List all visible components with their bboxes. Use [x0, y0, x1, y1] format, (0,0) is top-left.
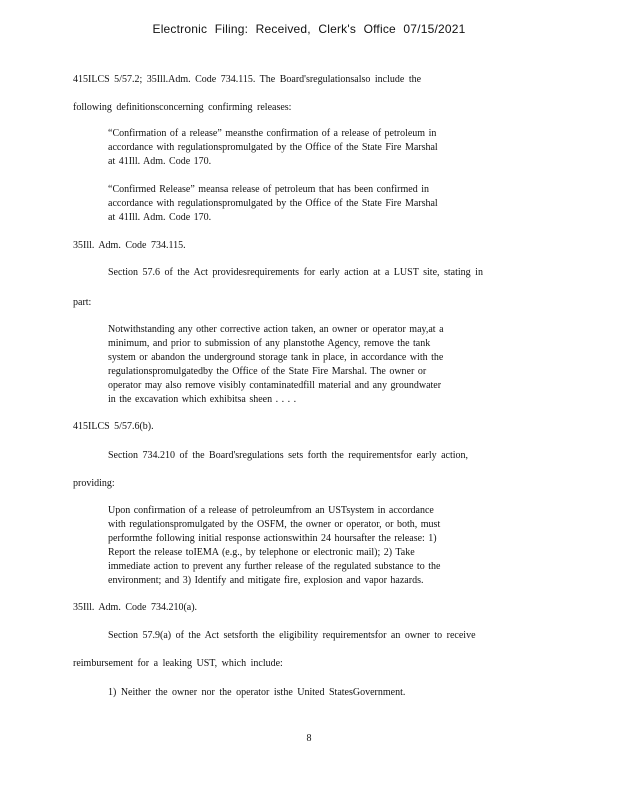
quote-line: environment; and 3) Identify and mitigate fire, explosion and vapor hazards. — [108, 575, 424, 586]
quote-line: Notwithstanding any other corrective action taken, an owner or operator may,at a — [108, 324, 444, 335]
quote-line: Report the release toIEMA (e.g., by telephone or electronic mail); 2) Take — [108, 547, 415, 558]
citation-line: 35Ill. Adm. Code 734.210(a). — [73, 602, 198, 613]
paragraph-line: providing: — [73, 478, 115, 489]
quote-line: system or abandon the underground storage tank in place, in accordance with the — [108, 352, 444, 363]
paragraph-line: Section 734.210 of the Board'sregulations sets forth the requirementsfor early action, — [108, 450, 469, 461]
quote-line: accordance with regulationspromulgated by the Office of the State Fire Marshal — [108, 142, 438, 153]
quote-line: regulationspromulgatedby the Office of the State Fire Marshal. The owner or — [108, 366, 427, 377]
quote-line: minimum, and prior to submission of any planstothe Agency, remove the tank — [108, 338, 431, 349]
page-number: 8 — [306, 733, 312, 744]
paragraph-line: 415ILCS 5/57.2; 35Ill.Adm. Code 734.115. The Board'sregulationsalso include the — [73, 74, 422, 85]
quote-line: operator may also remove visibly contaminatedfill material and any groundwater — [108, 380, 442, 391]
paragraph-line: part: — [73, 297, 92, 308]
quote-block-confirmed-release-definition — [108, 183, 508, 225]
quote-line: immediate action to prevent any further release of the regulated substance to the — [108, 561, 441, 572]
paragraph-line: Section 57.6 of the Act providesrequirements for early action at a LUST site, stating in — [108, 267, 483, 278]
quote-line: in the excavation which exhibitsa sheen . . . . — [108, 394, 297, 405]
quote-line: “Confirmation of a release” meansthe confirmation of a release of petroleum in — [108, 128, 437, 139]
citation-line: 35Ill. Adm. Code 734.115. — [73, 240, 186, 251]
quote-line: accordance with regulationspromulgated by the Office of the State Fire Marshal — [108, 198, 438, 209]
citation-line: 415ILCS 5/57.6(b). — [73, 421, 154, 432]
quote-block-confirmation-definition — [108, 127, 508, 169]
paragraph-line: following definitionsconcerning confirming releases: — [73, 102, 292, 113]
quote-block-early-action-regulation — [108, 504, 508, 588]
quote-line: at 41Ill. Adm. Code 170. — [108, 212, 212, 223]
quote-line: performthe following initial response actionswithin 24 hoursafter the release: 1) — [108, 533, 437, 544]
quote-line: Upon confirmation of a release of petroleumfrom an USTsystem in accordance — [108, 505, 434, 516]
quote-block-early-action-statute — [108, 323, 508, 407]
list-item: 1) Neither the owner nor the operator isthe United StatesGovernment. — [108, 687, 406, 698]
quote-line: “Confirmed Release” meansa release of petroleum that has been confirmed in — [108, 184, 429, 195]
quote-line: at 41Ill. Adm. Code 170. — [108, 156, 212, 167]
paragraph-line: reimbursement for a leaking UST, which include: — [73, 658, 283, 669]
paragraph-line: Section 57.9(a) of the Act setsforth the eligibility requirementsfor an owner to receive — [108, 630, 476, 641]
filing-stamp-header: Electronic Filing: Received, Clerk's Office 07/15/2021 — [152, 22, 466, 36]
quote-line: with regulationspromulgated by the OSFM, the owner or operator, or both, must — [108, 519, 441, 530]
